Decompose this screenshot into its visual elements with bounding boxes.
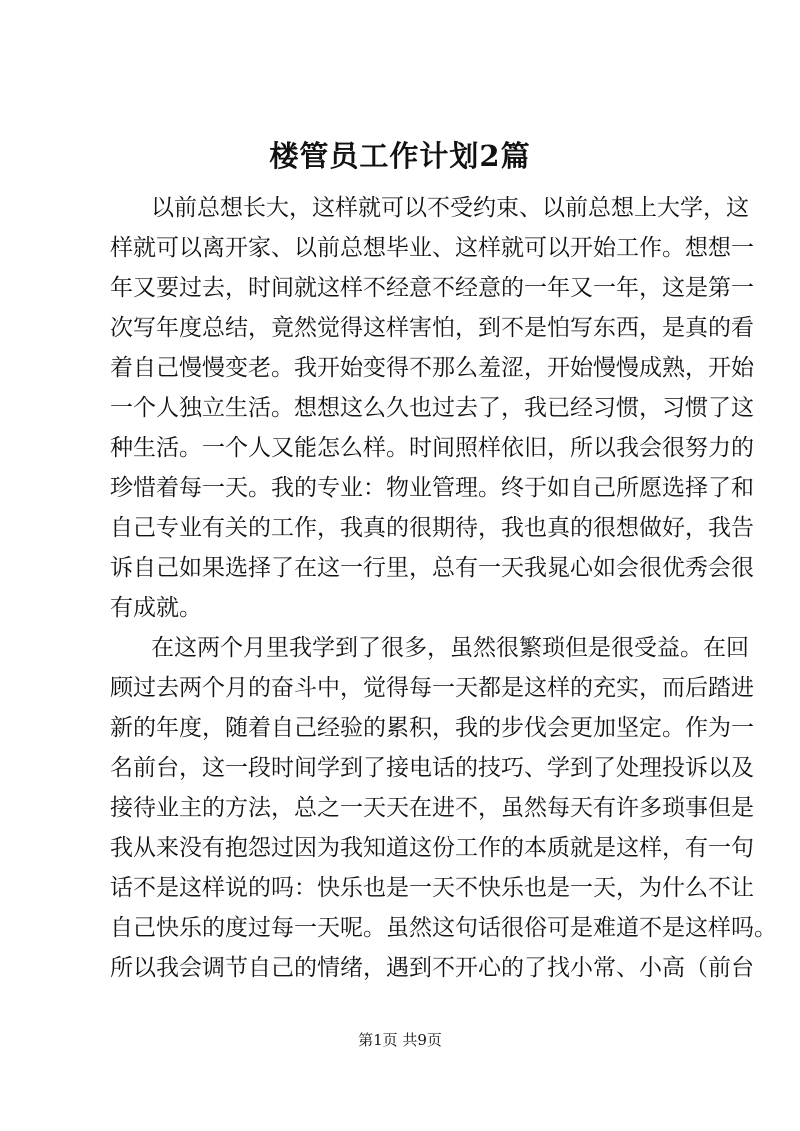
paragraph-line: 话不是这样说的吗：快乐也是一天不快乐也是一天，为什么不让	[110, 875, 754, 901]
paragraph-line: 着自己慢慢变老。我开始变得不那么羞涩，开始慢慢成熟，开始	[110, 355, 754, 381]
paragraph-line: 次写年度总结，竟然觉得这样害怕，到不是怕写东西，是真的看	[110, 315, 754, 341]
paragraph-line: 样就可以离开家、以前总想毕业、这样就可以开始工作。想想一	[110, 235, 754, 261]
paragraph-line: 所以我会调节自己的情绪，遇到不开心的了找小常、小高（前台	[110, 955, 754, 981]
paragraph-line: 种生活。一个人又能怎么样。时间照样依旧，所以我会很努力的	[110, 435, 754, 461]
paragraph-line: 珍惜着每一天。我的专业：物业管理。终于如自己所愿选择了和	[110, 475, 754, 501]
paragraph-line: 自己专业有关的工作，我真的很期待，我也真的很想做好，我告	[110, 515, 754, 541]
paragraph-line: 有成就。	[110, 595, 202, 621]
paragraph-line: 名前台，这一段时间学到了接电话的技巧、学到了处理投诉以及	[110, 755, 754, 781]
paragraph-line: 顾过去两个月的奋斗中，觉得每一天都是这样的充实，而后踏进	[110, 675, 754, 701]
paragraph-line: 以前总想长大，这样就可以不受约束、以前总想上大学，这	[151, 195, 749, 221]
document-title: 楼管员工作计划2篇	[269, 139, 531, 173]
page-number-footer: 第1页 共9页	[358, 1031, 442, 1049]
paragraph-line: 年又要过去，时间就这样不经意不经意的一年又一年，这是第一	[110, 275, 754, 301]
paragraph-line: 一个人独立生活。想想这么久也过去了，我已经习惯，习惯了这	[110, 395, 754, 421]
paragraph-line: 接待业主的方法，总之一天天在进不，虽然每天有许多琐事但是	[110, 795, 754, 821]
paragraph-line: 新的年度，随着自己经验的累积，我的步伐会更加坚定。作为一	[110, 715, 754, 741]
paragraph-line: 自己快乐的度过每一天呢。虽然这句话很俗可是难道不是这样吗。	[110, 915, 777, 941]
paragraph-line: 在这两个月里我学到了很多，虽然很繁琐但是很受益。在回	[151, 635, 749, 661]
paragraph-line: 我从来没有抱怨过因为我知道这份工作的本质就是这样，有一句	[110, 835, 754, 861]
paragraph-line: 诉自己如果选择了在这一行里，总有一天我晁心如会很优秀会很	[110, 555, 754, 581]
